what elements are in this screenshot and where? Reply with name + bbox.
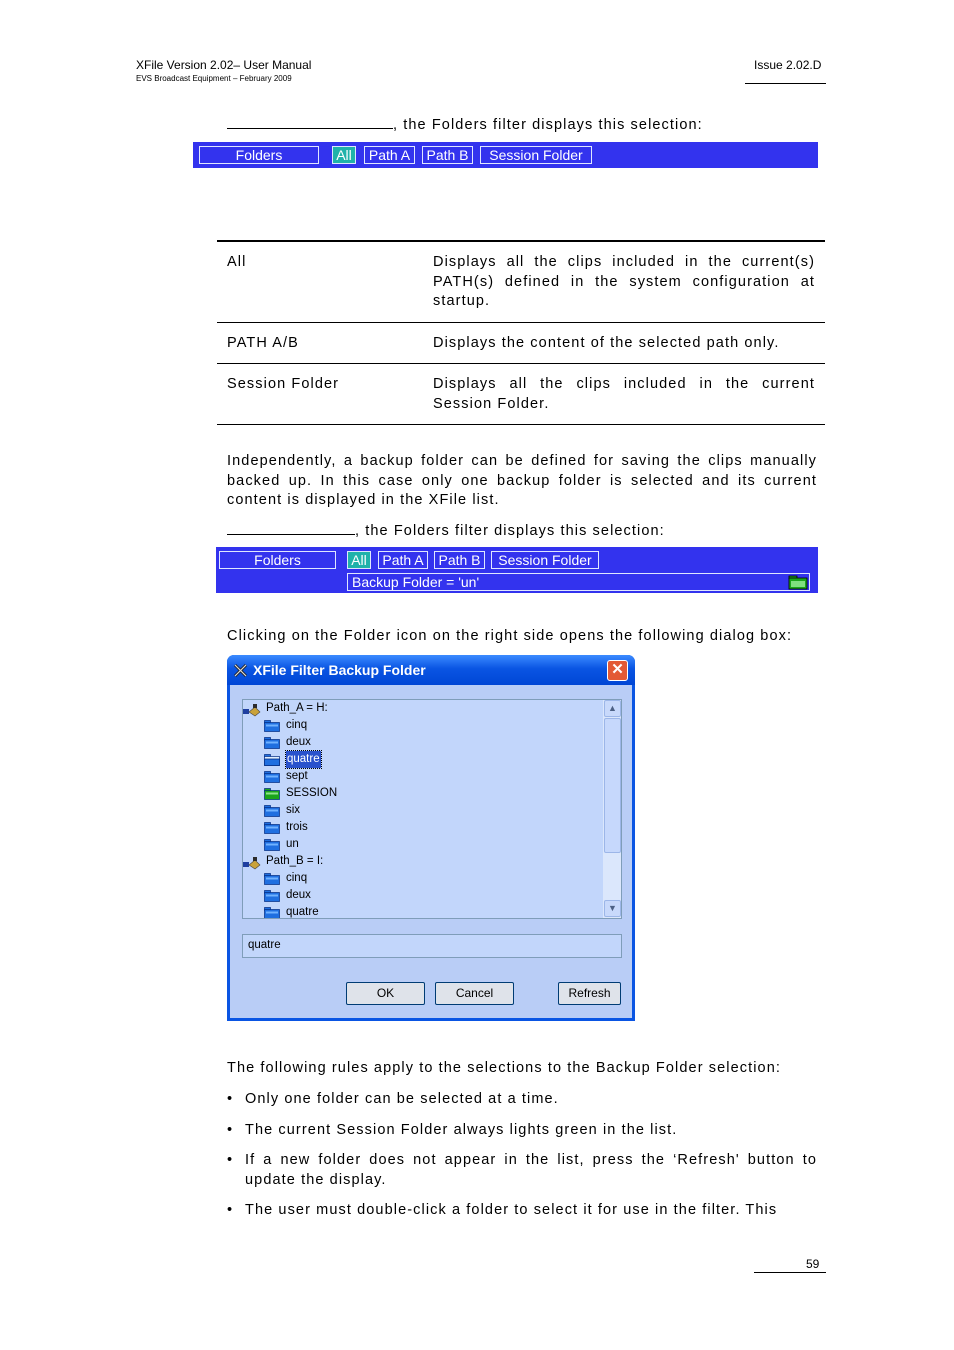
bullet: •	[227, 1121, 234, 1138]
folders-filter-bar-backup	[216, 547, 818, 593]
options-table	[217, 240, 825, 425]
tree-folder-node[interactable]	[264, 836, 594, 853]
filter-path-b-button[interactable]: Path B	[422, 146, 473, 164]
folder-icon	[264, 822, 280, 834]
option-name: Session Folder	[217, 364, 423, 425]
intro-line-2: , the Folders filter displays this selection:	[227, 520, 665, 542]
option-description: Displays all the clips included in the current Session Folder.	[423, 364, 825, 425]
dialog-intro: Clicking on the Folder icon on the right side opens the following dialog box:	[227, 628, 793, 644]
filter-session-folder-button[interactable]: Session Folder	[480, 146, 592, 164]
option-description: Displays all the clips included in the current(s) PATH(s) defined in the system configuration at startup.	[423, 241, 825, 322]
drive-icon	[243, 703, 259, 715]
tree-folder-node[interactable]	[264, 768, 594, 785]
folder-tree[interactable]	[242, 699, 622, 919]
tree-node-label: quatre	[286, 751, 321, 768]
folder-icon	[264, 873, 280, 885]
table-row	[217, 322, 825, 364]
filter-path-a-button[interactable]: Path A	[364, 146, 415, 164]
tree-folder-node[interactable]	[264, 819, 594, 836]
scroll-down-arrow[interactable]: ▼	[604, 900, 621, 917]
tree-folder-node[interactable]	[264, 887, 594, 904]
tree-scrollbar[interactable]	[603, 700, 622, 918]
scroll-thumb[interactable]	[604, 718, 621, 853]
close-button[interactable]: ✕	[607, 660, 628, 681]
drive-icon	[243, 856, 259, 868]
option-description: Displays the content of the selected path only.	[423, 322, 825, 364]
tree-node-label: sept	[286, 770, 308, 782]
cancel-button[interactable]: Cancel	[435, 982, 514, 1005]
tree-node-label: six	[286, 804, 301, 816]
tree-folder-node[interactable]	[264, 904, 594, 919]
open-folder-icon[interactable]	[788, 574, 808, 590]
filter-all-button[interactable]: All	[332, 146, 356, 164]
selected-folder-input[interactable]: quatre	[242, 934, 622, 958]
scroll-up-arrow[interactable]: ▲	[604, 700, 621, 717]
tree-node-label: cinq	[286, 719, 308, 731]
tree-node-label: deux	[286, 889, 311, 901]
intro-line-1: , the Folders filter displays this selection:	[227, 114, 703, 136]
tree-folder-node[interactable]	[264, 785, 594, 802]
folder-icon	[264, 771, 280, 783]
table-row	[217, 364, 825, 425]
tree-folder-node[interactable]	[264, 734, 594, 751]
folders-filter-bar	[193, 142, 818, 168]
page-number: 59	[806, 1257, 820, 1271]
tree-node-label: cinq	[286, 872, 308, 884]
backup-paragraph: Independently, a backup folder can be defined for saving the clips manually backed up. In this case only one backup folder is selected and its current content is displayed in the XFile list.	[227, 453, 817, 508]
list-item: • The user must double-click a folder to select it for use in the filter. This	[227, 1201, 817, 1221]
folders-label: Folders	[199, 146, 319, 164]
dialog-title: XFile Filter Backup Folder	[253, 662, 426, 678]
tree-drive-node[interactable]	[243, 853, 573, 870]
header-subtitle: EVS Broadcast Equipment – February 2009	[136, 74, 292, 83]
filter-path-b-button[interactable]: Path B	[434, 551, 485, 569]
folder-icon	[264, 907, 280, 919]
header-rule	[745, 83, 826, 84]
underline-blank	[227, 114, 393, 129]
tree-folder-node[interactable]	[264, 751, 594, 768]
header-issue: Issue 2.02.D	[754, 58, 822, 72]
option-name: PATH A/B	[217, 322, 423, 364]
folder-icon	[264, 890, 280, 902]
folder-icon	[264, 720, 280, 732]
folder-icon	[264, 754, 280, 766]
underline-blank	[227, 520, 355, 535]
bullet: •	[227, 1202, 234, 1218]
bullet: •	[227, 1091, 234, 1107]
ok-button[interactable]: OK	[346, 982, 425, 1005]
tree-folder-node[interactable]	[264, 802, 594, 819]
filter-session-folder-button[interactable]: Session Folder	[491, 551, 599, 569]
footer-rule	[754, 1272, 826, 1273]
folder-icon	[264, 737, 280, 749]
dialog-body	[230, 685, 632, 1018]
tree-folder-node[interactable]	[264, 717, 594, 734]
folder-icon	[264, 805, 280, 817]
bullet: •	[227, 1152, 234, 1168]
folder-icon	[264, 839, 280, 851]
tree-node-label: quatre	[286, 906, 319, 918]
backup-folder-field[interactable]: Backup Folder = 'un'	[347, 573, 810, 591]
filter-path-a-button[interactable]: Path A	[378, 551, 428, 569]
dialog-title-bar[interactable]	[227, 655, 635, 685]
list-item: • The current Session Folder always lights green in the list.	[227, 1121, 817, 1141]
app-icon	[233, 663, 248, 678]
header-title: XFile Version 2.02– User Manual	[136, 58, 312, 72]
tree-node-label: un	[286, 838, 299, 850]
rules-intro: The following rules apply to the selections to the Backup Folder selection:	[227, 1060, 782, 1076]
option-name: All	[217, 241, 423, 322]
tree-node-label: SESSION	[286, 787, 338, 799]
filter-all-button[interactable]: All	[347, 551, 371, 569]
tree-node-label: trois	[286, 821, 308, 833]
folders-label: Folders	[219, 551, 336, 569]
table-row	[217, 241, 825, 322]
refresh-button[interactable]: Refresh	[558, 982, 621, 1005]
tree-node-label: Path_A = H:	[266, 702, 328, 714]
backup-folder-dialog	[227, 655, 635, 1021]
tree-folder-node[interactable]	[264, 870, 594, 887]
tree-drive-node[interactable]	[243, 700, 573, 717]
tree-node-label: Path_B = I:	[266, 855, 324, 867]
list-item: • If a new folder does not appear in the list, press the ‘Refresh' button to update the display.	[227, 1152, 817, 1188]
tree-node-label: deux	[286, 736, 311, 748]
session-folder-icon	[264, 788, 280, 800]
list-item: • Only one folder can be selected at a time.	[227, 1090, 817, 1110]
rules-list	[227, 1090, 817, 1232]
